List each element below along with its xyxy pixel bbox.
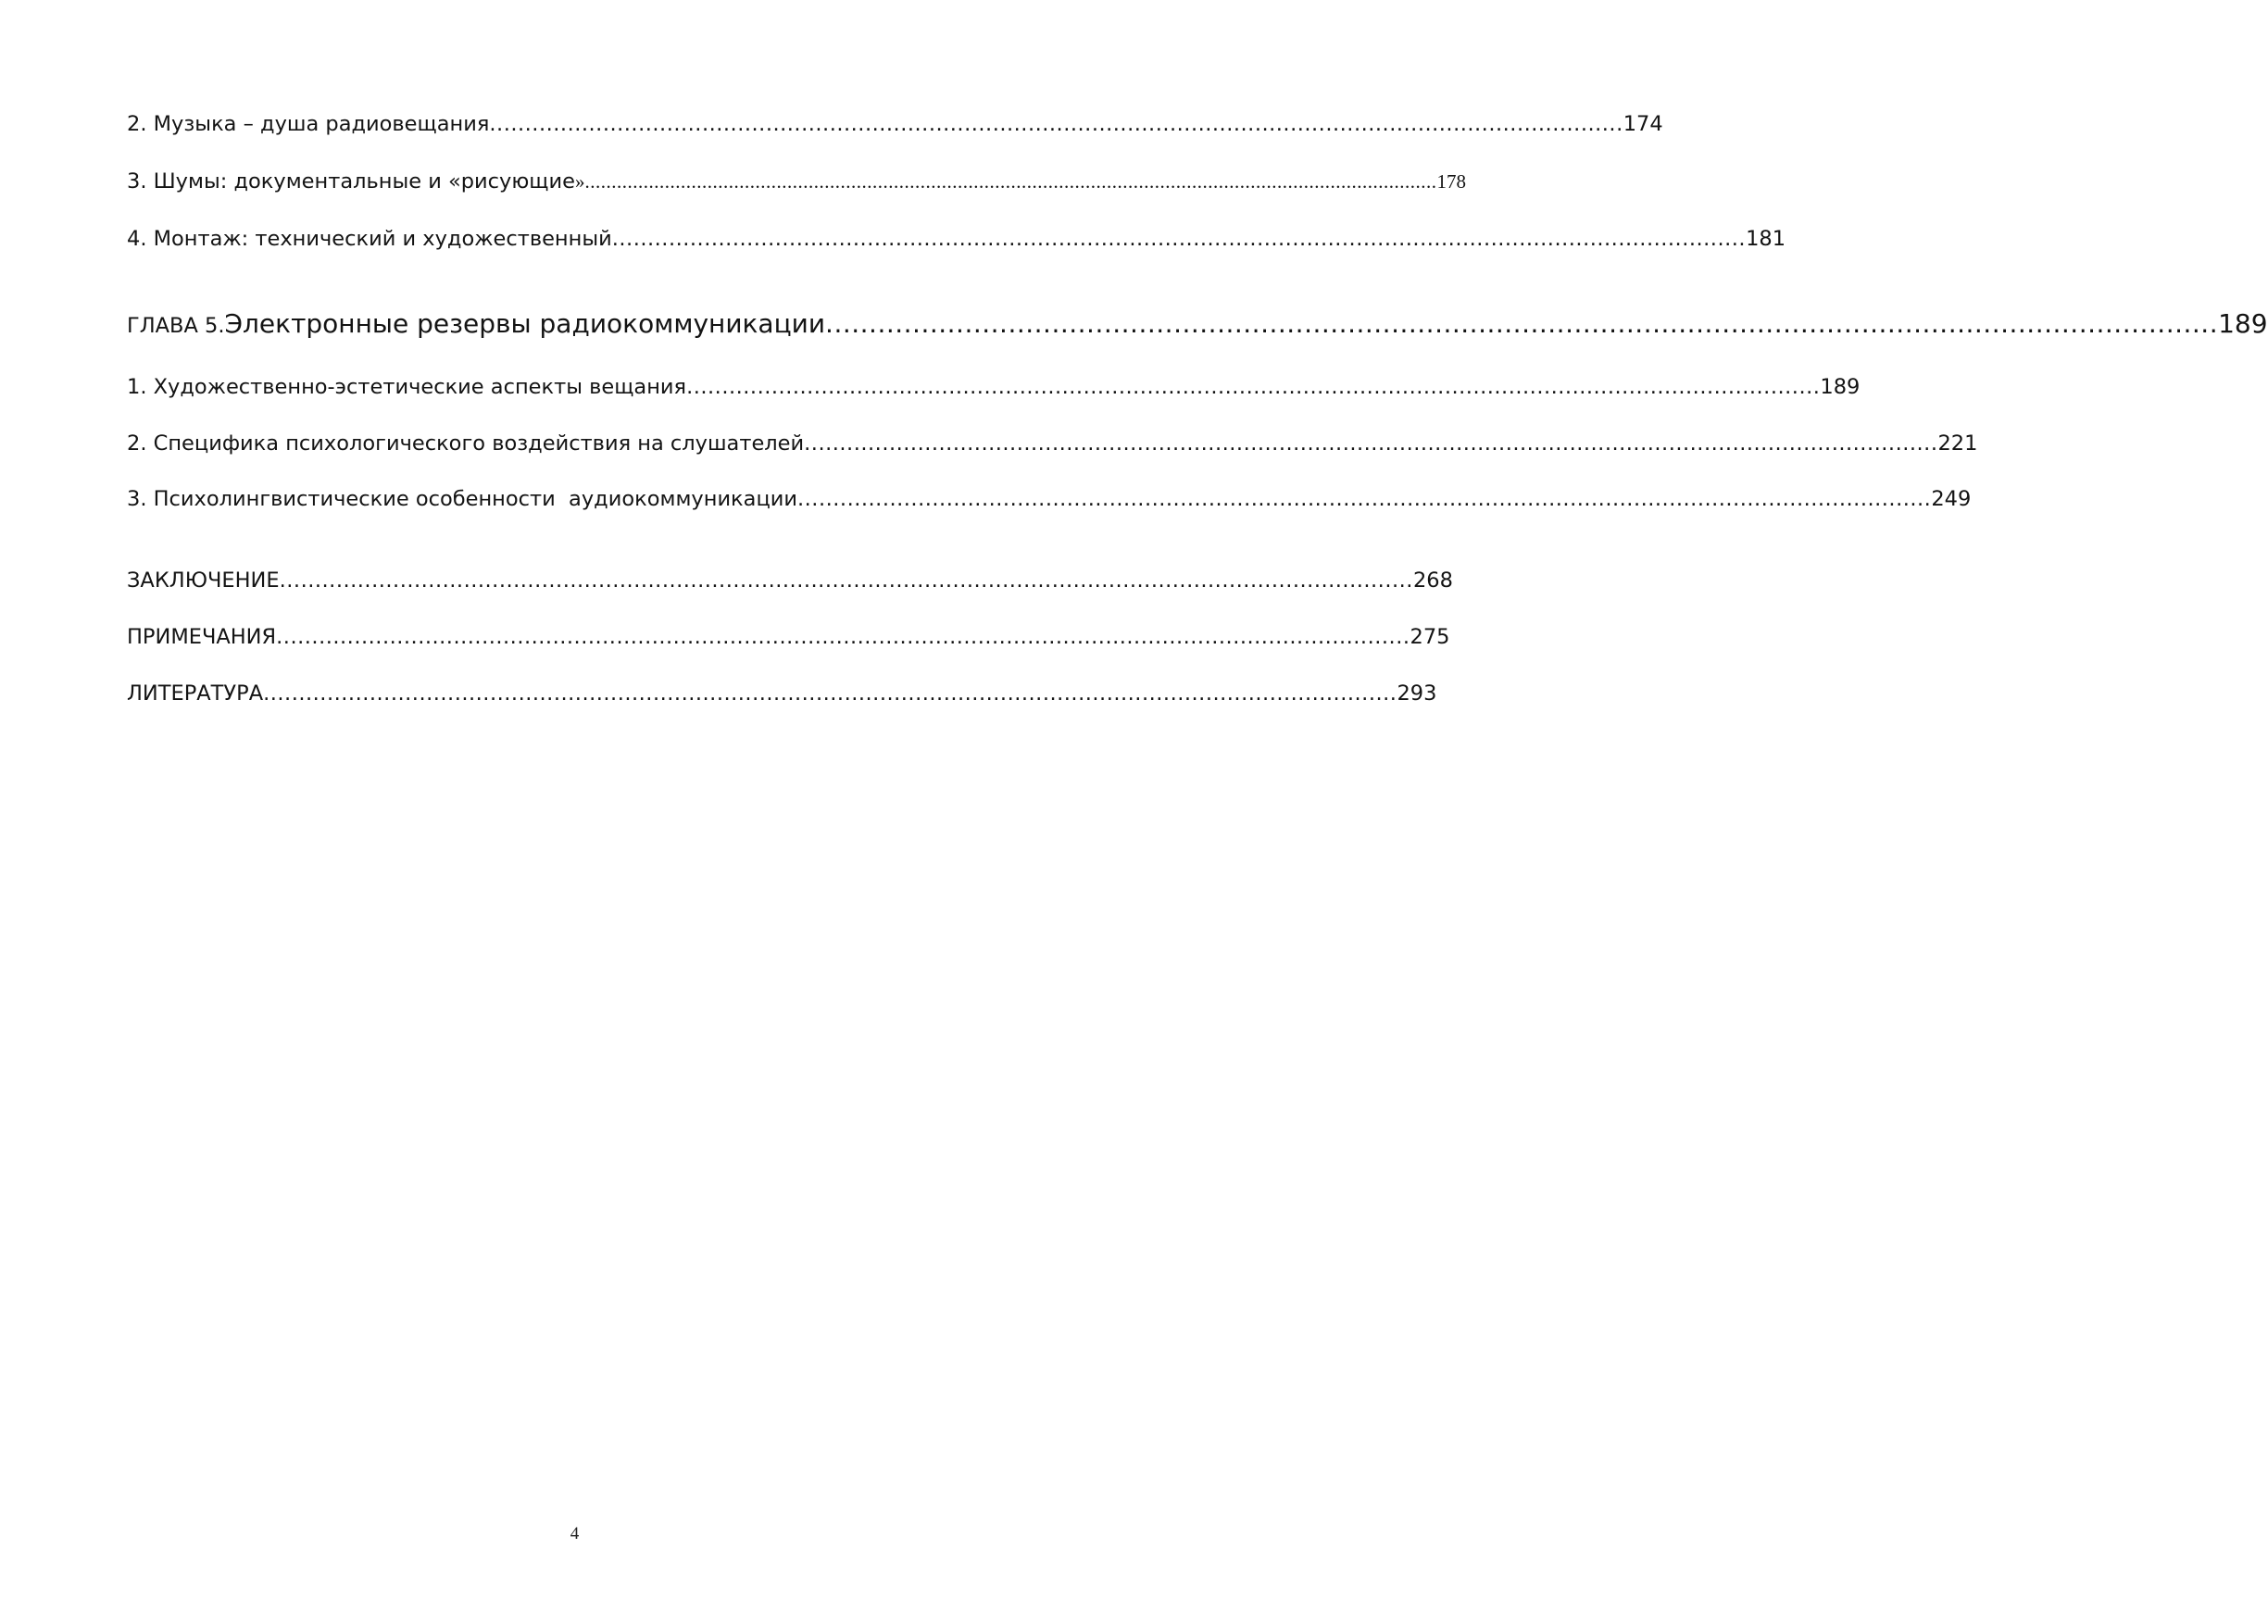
dot-leader: ................................................................................................................................................................ [263, 681, 1397, 706]
dot-leader: ................................................................................................................................................................ [276, 625, 1410, 649]
toc-entry[interactable] [127, 373, 1861, 401]
toc-entry[interactable] [127, 225, 1786, 253]
toc-entry-title: 3. Психолингвистические особенности аудиокоммуникации [127, 487, 797, 511]
toc-entry[interactable] [127, 567, 1453, 594]
toc-entry-title: 1. Художественно-эстетические аспекты вещания [127, 375, 687, 399]
dot-leader: ................................................................................................................................................................ [279, 568, 1413, 593]
dot-leader: ................................................................................................................................................................ [804, 431, 1938, 456]
toc-chapter-prefix: ГЛАВА 5. [127, 314, 225, 338]
page-number: 4 [570, 1524, 580, 1543]
toc-entry-title: ЛИТЕРАТУРА [127, 681, 264, 706]
toc-entry-page: 189 [1820, 375, 1861, 399]
toc-entry[interactable] [127, 430, 1978, 457]
toc-entry[interactable] [127, 485, 1972, 513]
dot-leader: ................................................................................................................................................................ [686, 375, 1821, 399]
toc-entry-page: 181 [1746, 227, 1786, 251]
toc-entry-title: ЗАКЛЮЧЕНИЕ [127, 568, 280, 593]
toc-entry-page: 221 [1937, 431, 1978, 456]
dot-leader: ................................................................................................................................................................ [797, 487, 1932, 511]
toc-chapter-entry[interactable] [127, 307, 2268, 343]
toc-entry-page: 293 [1397, 681, 1437, 706]
toc-chapter-page: 189 [2218, 308, 2268, 339]
toc-chapter-title: Электронные резервы радиокоммуникации [224, 308, 826, 339]
toc-entry-title: 3. Шумы: документальные и «рисующие [127, 169, 575, 194]
toc-entry-page: 275 [1410, 625, 1450, 649]
dot-leader: ................................................................................................................................................................ [611, 227, 1747, 251]
toc-entry-page: 178 [1436, 170, 1466, 193]
toc-entry-title: 2. Специфика психологического воздействия на слушателей [127, 431, 805, 456]
toc-entry-title-tail: » [574, 170, 585, 193]
toc-entry-title: 4. Монтаж: технический и художественный [127, 227, 612, 251]
toc-entry-page: 174 [1623, 112, 1663, 136]
dot-leader: ................................................................................................................................................................ [584, 170, 1437, 193]
toc-entry[interactable] [127, 168, 1466, 195]
toc-entry[interactable] [127, 623, 1450, 651]
dot-leader: ................................................................................................................................................................ [489, 112, 1623, 136]
toc-entry-page: 249 [1931, 487, 1972, 511]
toc-entry-title: 2. Музыка – душа радиовещания [127, 112, 490, 136]
toc-entry-title: ПРИМЕЧАНИЯ [127, 625, 277, 649]
toc-entry[interactable] [127, 680, 1437, 707]
toc-entry[interactable] [127, 110, 1663, 138]
toc-entry-page: 268 [1412, 568, 1453, 593]
dot-leader: ................................................................................................................................................................ [825, 308, 2219, 339]
